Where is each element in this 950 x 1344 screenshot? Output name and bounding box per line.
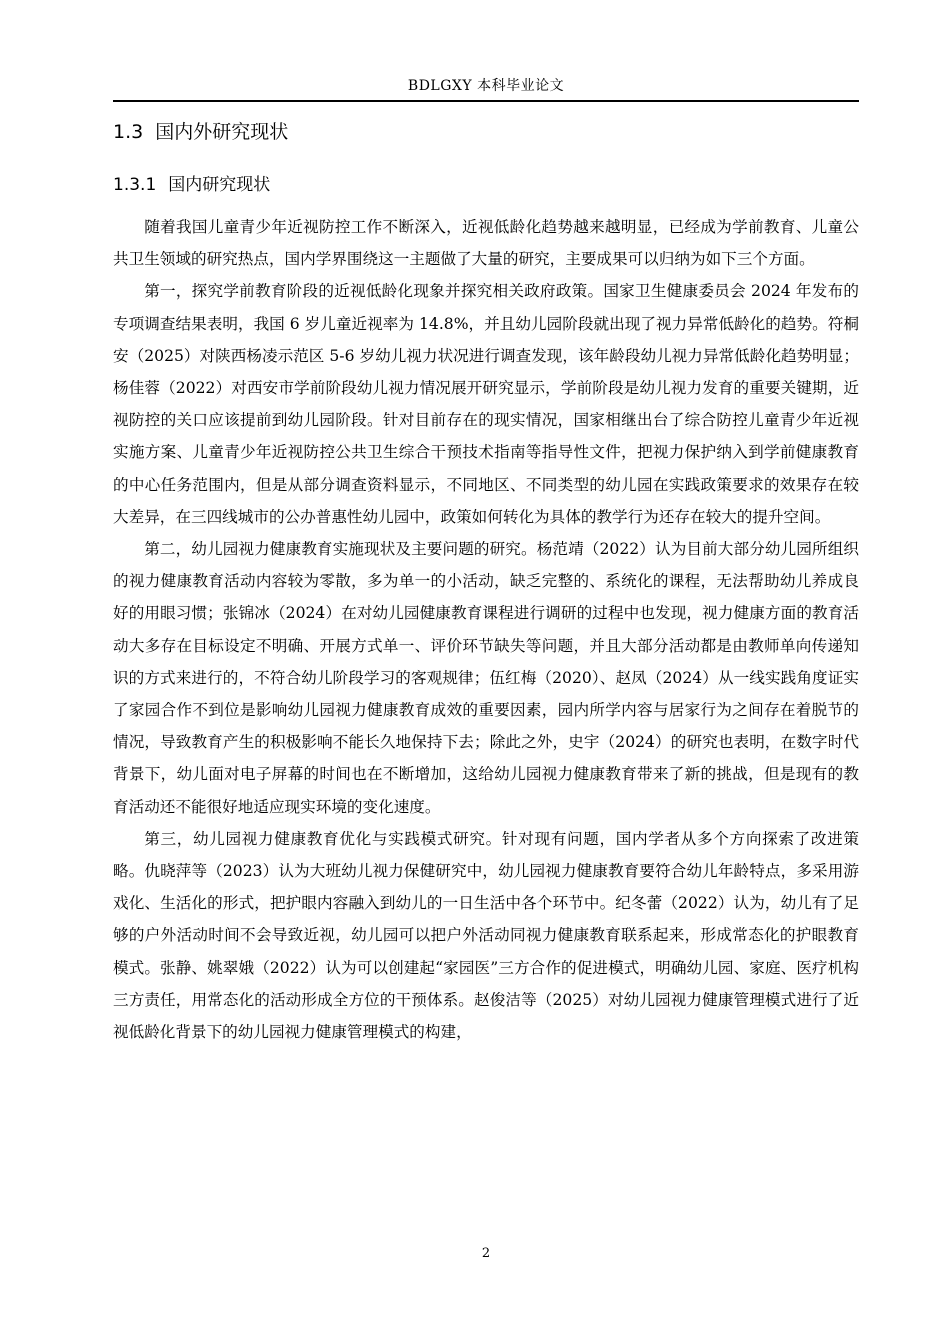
subsection-title: 国内研究现状	[168, 175, 271, 195]
page-number: 2	[481, 1246, 491, 1261]
subsection-heading	[113, 172, 270, 198]
section-heading	[113, 118, 288, 146]
paragraph-third: 第三，幼儿园视力健康教育优化与实践模式研究。针对现有问题，国内学者从多个方向探索了改进策略。仇晓萍等（2023）认为大班幼儿视力保健研究中，幼儿园视力健康教育要符合幼儿年龄特点，多采用游戏化、生活化的形式，把护眼内容融入到幼儿的一日生活中各个环节中。纪冬蕾（2022）认为，幼儿有了足够的户外活动时间不会导致近视，幼儿园可以把户外活动同视力健康教育联系起来，形成常态化的护眼教育模式。张静、姚翠娥（2022）认为可以创建起“家园医”三方合作的促进模式，明确幼儿园、家庭、医疗机构三方责任，用常态化的活动形成全方位的干预体系。赵俊洁等（2025）对幼儿园视力健康管理模式进行了近视低龄化背景下的幼儿园视力健康管理模式的构建，	[113, 829, 859, 1042]
paragraph-second: 第二，幼儿园视力健康教育实施现状及主要问题的研究。杨范靖（2022）认为目前大部分幼儿园所组织的视力健康教育活动内容较为零散，多为单一的小活动，缺乏完整的、系统化的课程，无法帮助幼儿养成良好的用眼习惯；张锦冰（2024）在对幼儿园健康教育课程进行调研的过程中也发现，视力健康方面的教育活动大多存在目标设定不明确、开展方式单一、评价环节缺失等问题，并且大部分活动都是由教师单向传递知识的方式来进行的，不符合幼儿阶段学习的客观规律；伍红梅（2020）、赵凤（2024）从一线实践角度证实了家园合作不到位是影响幼儿园视力健康教育成效的重要因素，园内所学内容与居家行为之间存在着脱节的情况，导致教育产生的积极影响不能长久地保持下去；除此之外，史宇（2024）的研究也表明，在数字时代背景下，幼儿面对电子屏幕的时间也在不断增加，这给幼儿园视力健康教育带来了新的挑战，但是现有的教育活动还不能很好地适应现实环境的变化速度。	[113, 540, 859, 816]
paragraph-first: 第一，探究学前教育阶段的近视低龄化现象并探究相关政府政策。国家卫生健康委员会 2024 年发布的专项调查结果表明，我国 6 岁儿童近视率为 14.8%，并且幼儿园阶段就出现了视力异常低龄化的趋势。符桐安（2025）对陕西杨凌示范区 5-6 岁幼儿视力状况进行调查发现，该年龄段幼儿视力异常低龄化趋势明显；杨佳蓉（2022）对西安市学前阶段幼儿视力情况展开研究显示，学前阶段是幼儿视力发育的重要关键期，近视防控的关口应该提前到幼儿园阶段。针对目前存在的现实情况，国家相继出台了综合防控儿童青少年近视实施方案、儿童青少年近视防控公共卫生综合干预技术指南等指导性文件，把视力保护纳入到学前健康教育的中心任务范围内，但是从部分调查资料显示，不同地区、不同类型的幼儿园在实践政策要求的效果存在较大差异，在三四线城市的公办普惠性幼儿园中，政策如何转化为具体的教学行为还存在较大的提升空间。	[113, 282, 859, 526]
running-header: BDLGXY 本科毕业论文	[407, 78, 565, 94]
header-rule	[113, 100, 859, 102]
section-number: 1.3	[113, 121, 144, 143]
body-text	[113, 211, 859, 1048]
section-title: 国内外研究现状	[155, 121, 289, 143]
subsection-number: 1.3.1	[113, 175, 157, 195]
paragraph-intro: 随着我国儿童青少年近视防控工作不断深入，近视低龄化趋势越来越明显，已经成为学前教育、儿童公共卫生领域的研究热点，国内学界围绕这一主题做了大量的研究，主要成果可以归纳为如下三个方面。	[113, 218, 859, 269]
